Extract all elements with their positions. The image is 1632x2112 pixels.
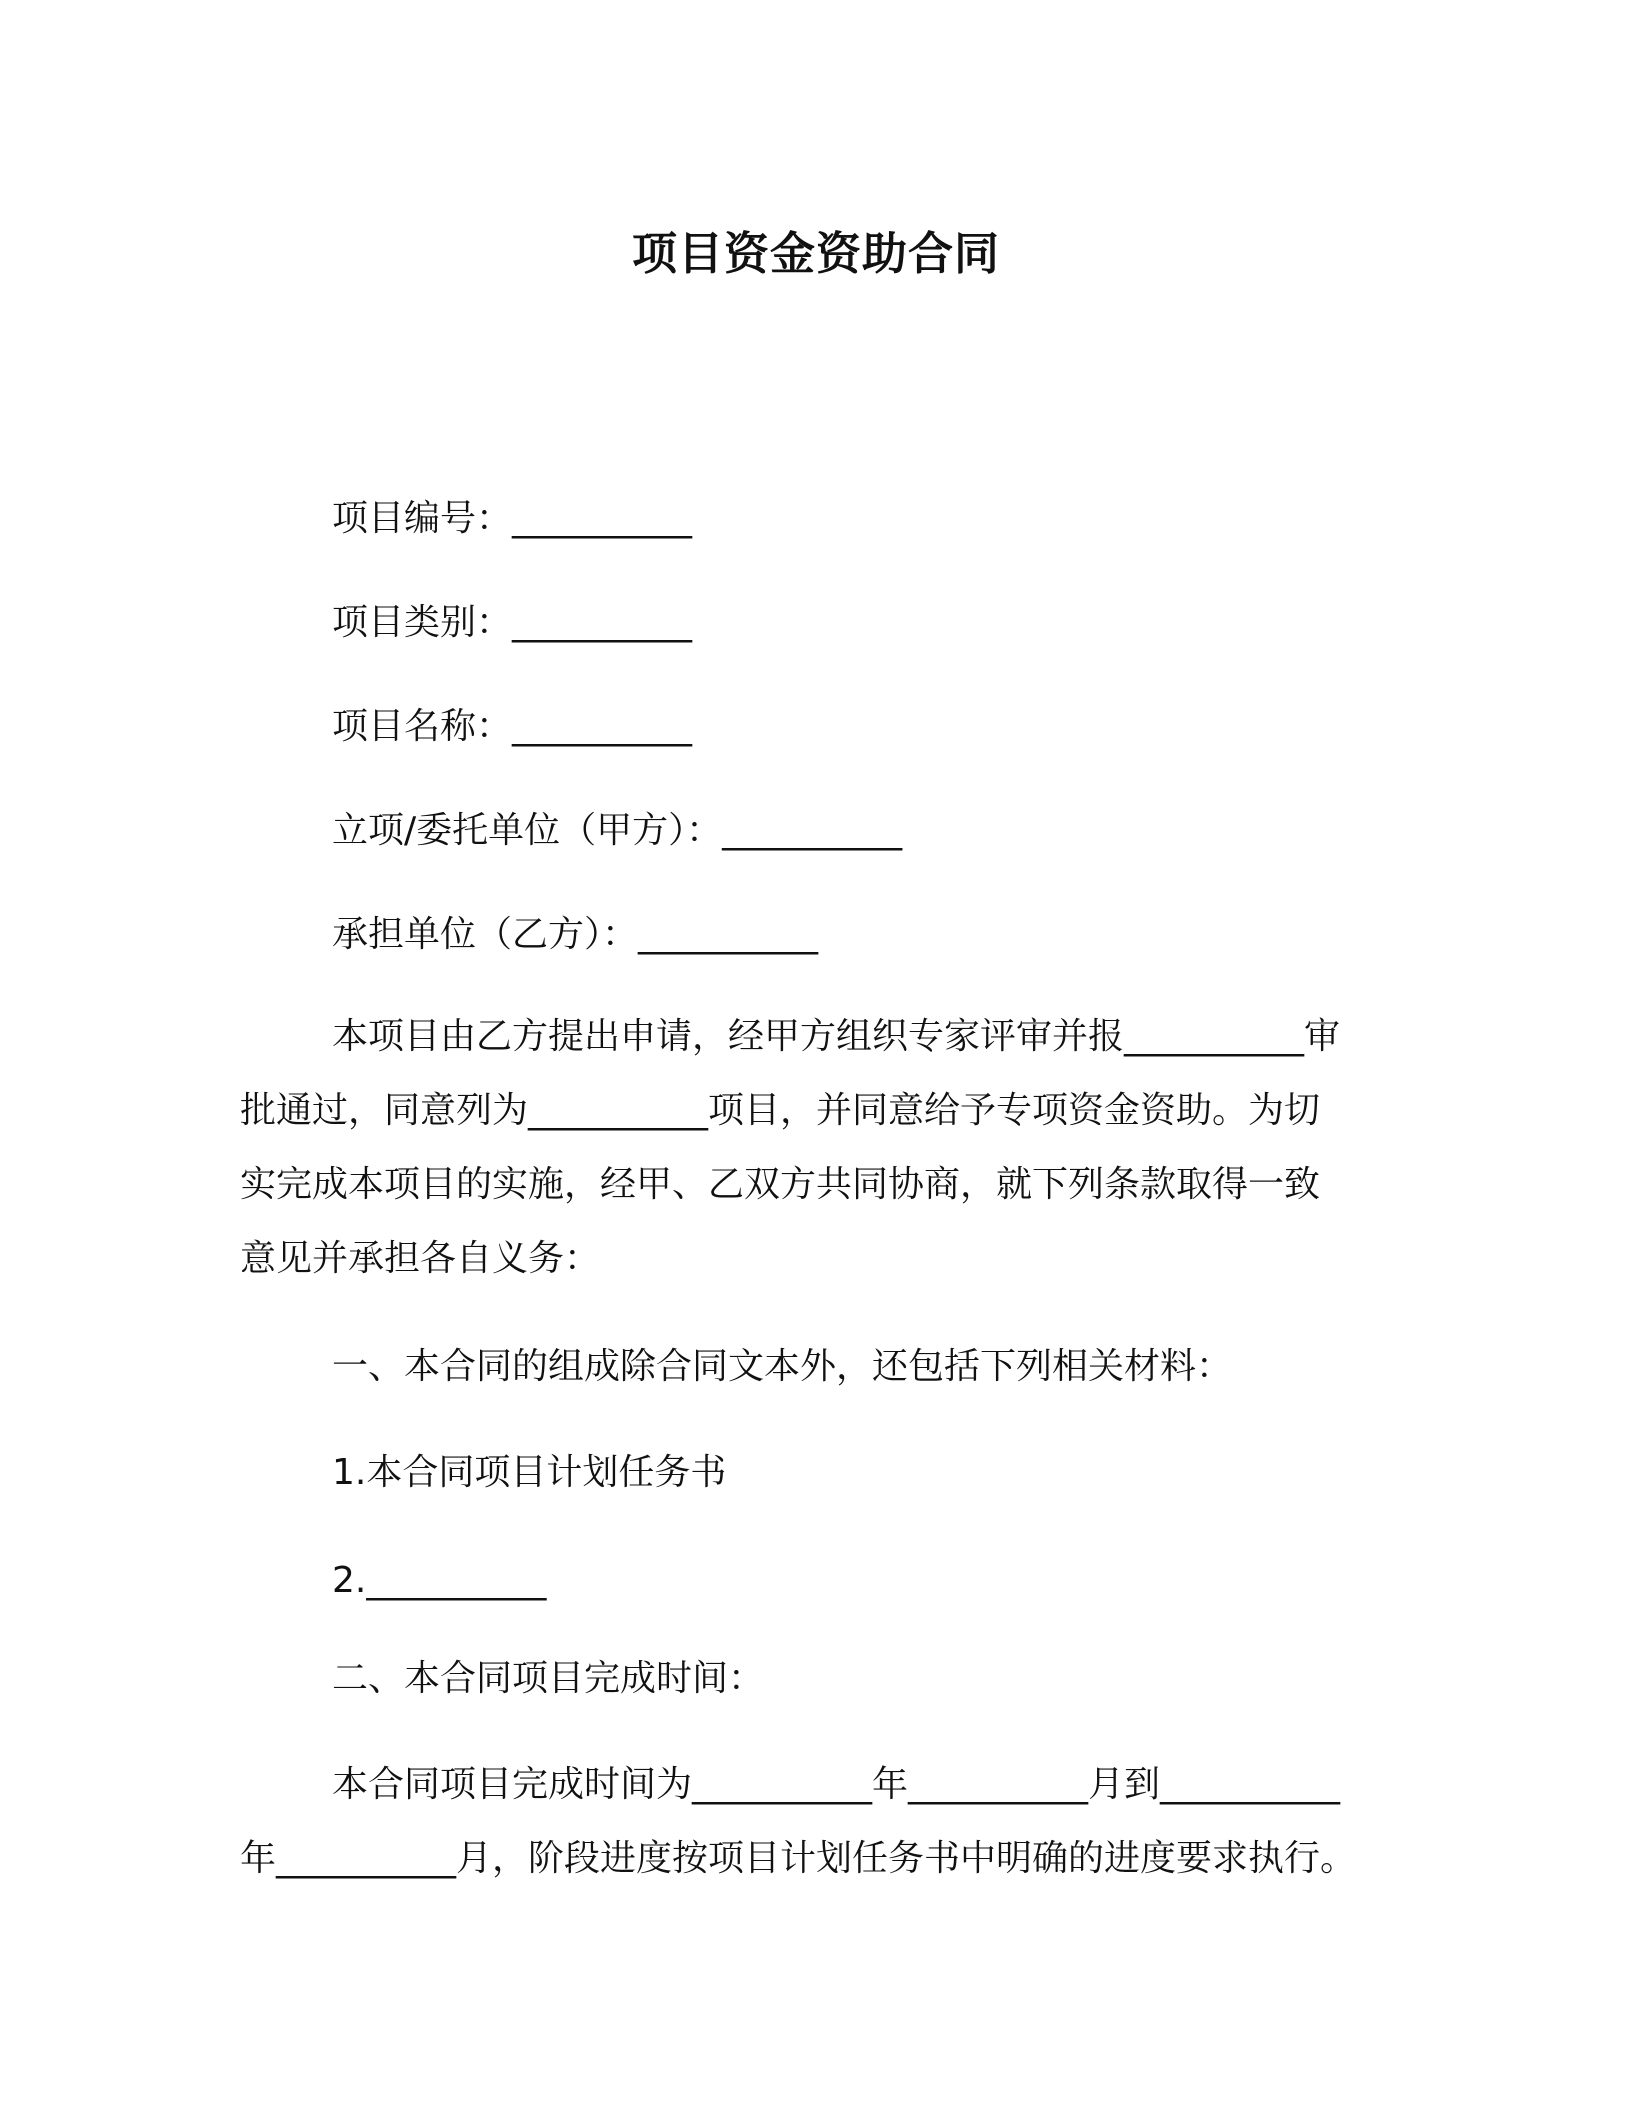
section2-line-2: 年__________月，阶段进度按项目计划任务书中明确的进度要求执行。 — [240, 1838, 1357, 1879]
field-blank: __________ — [512, 498, 693, 539]
intro-line-1: 本项目由乙方提出申请，经甲方组织专家评审并报__________审 — [332, 1016, 1341, 1057]
intro-line-2: 批通过，同意列为__________项目，并同意给予专项资金资助。为切 — [240, 1090, 1321, 1131]
section1-item-2: 2.__________ — [332, 1560, 547, 1601]
field-project-category — [332, 598, 692, 648]
section2-line-1: 本合同项目完成时间为__________年__________月到__________ — [332, 1764, 1341, 1805]
field-blank: __________ — [512, 602, 693, 643]
field-blank: __________ — [512, 706, 693, 747]
field-party-a — [332, 806, 902, 856]
section1-heading: 一、本合同的组成除合同文本外，还包括下列相关材料： — [332, 1346, 1233, 1387]
intro-line-4: 意见并承担各自义务： — [240, 1238, 601, 1279]
field-label: 承担单位（乙方）： — [332, 914, 639, 955]
field-blank: __________ — [638, 914, 819, 955]
field-party-b — [332, 910, 818, 960]
intro-line-3: 实完成本项目的实施，经甲、乙双方共同协商，就下列条款取得一致 — [240, 1164, 1321, 1205]
field-blank: __________ — [722, 810, 903, 851]
section1-item-1: 1.本合同项目计划任务书 — [332, 1452, 727, 1493]
section2-heading: 二、本合同项目完成时间： — [332, 1658, 765, 1699]
field-project-name — [332, 702, 692, 752]
field-project-number — [332, 494, 692, 544]
field-label: 立项/委托单位（甲方）： — [332, 810, 723, 851]
field-label: 项目编号： — [332, 498, 513, 539]
field-label: 项目名称： — [332, 706, 513, 747]
field-label: 项目类别： — [332, 602, 513, 643]
document-title: 项目资金资助合同 — [631, 227, 1000, 280]
